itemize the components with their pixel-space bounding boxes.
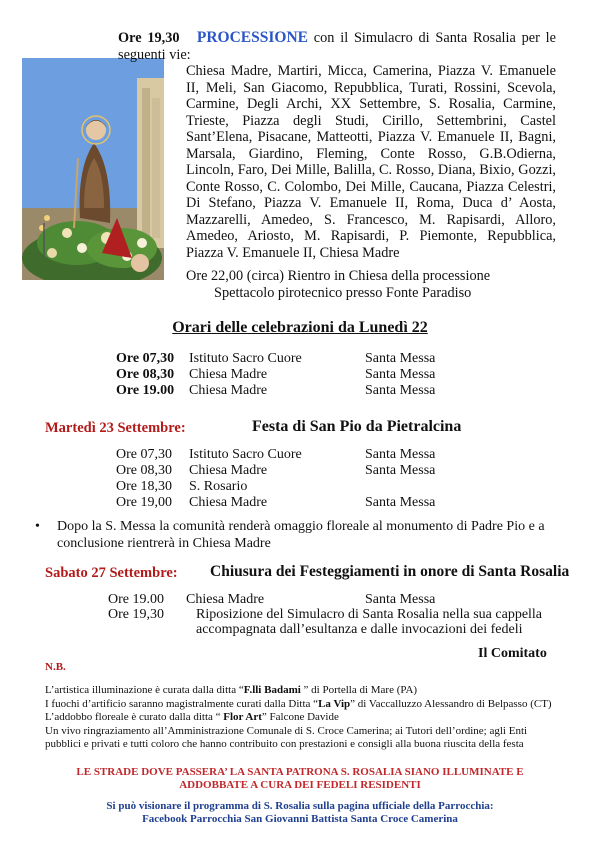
padre-pio-note-text: Dopo la S. Messa la comunità renderà omaggio floreale al monumento di Padre Pio e a conclusione rientrerà in Chiesa Madre (57, 519, 545, 551)
row-place: Istituto Sacro Cuore (189, 351, 302, 366)
facebook-line: Facebook Parrocchia San Giovanni Battista Santa Croce Camerina (142, 813, 458, 825)
street-banner (0, 766, 600, 792)
row-time: Ore 19.00 (108, 592, 164, 607)
row-event: Santa Messa (365, 592, 436, 607)
tuesday-feast: Festa di San Pio da Pietralcina (252, 418, 462, 435)
tuesday-heading (45, 419, 186, 437)
row-place: Chiesa Madre (189, 383, 268, 398)
row-time: Ore 07,30 (116, 447, 172, 462)
procession-intro: con il Simulacro di Santa Rosalia per le seguenti vie: (118, 30, 556, 63)
saturday-title: Chiusura dei Festeggiamenti in onore di Santa Rosalia (210, 563, 570, 580)
procession-paragraph (118, 30, 556, 261)
monday-heading: Orari delle celebrazioni da Lunedì 22 (172, 319, 428, 336)
row-place: Istituto Sacro Cuore (189, 447, 302, 462)
row-place: Chiesa Madre (189, 495, 268, 510)
row-event: Santa Messa (365, 463, 436, 478)
row-event: Santa Messa (365, 383, 436, 398)
row-time: Ore 19,00 (116, 495, 172, 510)
row-event: Santa Messa (365, 447, 436, 462)
row-event: Santa Messa (365, 351, 436, 366)
row-time: Ore 08,30 (116, 463, 172, 478)
tuesday-day: Martedì 23 Settembre: (45, 420, 186, 436)
row-description: Riposizione del Simulacro di Santa Rosalia nella sua cappella (196, 607, 543, 622)
saturday-heading (45, 564, 178, 582)
row-time: Ore 08,30 (116, 367, 175, 382)
row-time: Ore 19,30 (108, 607, 164, 622)
row-event: Santa Messa (365, 495, 436, 510)
committee-signature: Il Comitato (478, 646, 547, 661)
row-time: Ore 18,30 (116, 479, 172, 494)
row-event: Santa Messa (365, 367, 436, 382)
flower-credit: L’addobbo floreale è curato dalla ditta “ Flor Art” Falcone Davide (45, 711, 339, 723)
banner-line: ADDOBBATE A CURA DEI FEDELI RESIDENTI (179, 779, 421, 791)
procession-return (186, 268, 490, 302)
procession-route: Chiesa Madre, Martiri, Micca, Camerina, Piazza V. Emanuele II, Meli, San Giacomo, Repubblica, Turati, Rossini, Scevola, Carmine, Degli Archi, XX Settembre, S. Rosalia, Carmine, Trieste, Piazza degli Studi, Cirillo, Settembrini, Castel Sant’Elena, Pisacane, Matteotti, Piazza V. Emanuele II, Bagni, Marsala, Giardino, Fleming, Conte Rosso, G.B.Odierna, Lincoln, Faro, Dei Mille, Balilla, C. Rosso, Diana, Bixio, Gozzi, Conte Rosso, C. Colombo, Dei Mille, Caucana, Piazza Celestri, Di Stefano, Piazza V. Emanuele II, Roma, Duca d’ Aosta, Mazzarelli, Amedeo, S. Francesco, M. Rapisardi, Alloro, Amedeo, Ariosto, M. Rapisardi, P. Piemonte, Repubblica, Piazza V. Emanuele II, Chiesa Madre (186, 63, 556, 261)
procession-title: PROCESSIONE (196, 29, 308, 46)
row-place: Chiesa Madre (189, 367, 268, 382)
return-line: Ore 22,00 (circa) Rientro in Chiesa della processione (186, 268, 491, 284)
credits (45, 684, 565, 752)
row-time: Ore 07,30 (116, 351, 175, 366)
lighting-credit: L’artistica illuminazione è curata dalla ditta “F.lli Badami ” di Portella di Mare (PA) (45, 684, 418, 696)
row-place: Chiesa Madre (189, 463, 268, 478)
nb-label: N.B. (45, 661, 66, 673)
procession-time: Ore 19,30 (118, 30, 180, 46)
saturday-day: Sabato 27 Settembre: (45, 565, 178, 581)
row-time: Ore 19.00 (116, 383, 175, 398)
padre-pio-note (35, 519, 565, 552)
row-description: accompagnata dall’esultanza e dalle invocazioni dei fedeli (196, 622, 523, 637)
row-place: Chiesa Madre (186, 592, 265, 607)
facebook-line: Si può visionare il programma di S. Rosalia sulla pagina ufficiale della Parrocchia: (106, 800, 494, 812)
fireworks-credit: I fuochi d’artificio saranno magistralmente curati dalla Ditta “La Vip” di Vaccalluzzo Alessandro di Belpasso (CT) (45, 697, 552, 710)
row-place: S. Rosario (189, 479, 248, 494)
facebook-notice (0, 800, 600, 826)
bullet-icon: • (35, 519, 40, 534)
fireworks-line: Spettacolo pirotecnico presso Fonte Paradiso (214, 285, 472, 301)
banner-line: LE STRADE DOVE PASSERA’ LA SANTA PATRONA S. ROSALIA SIANO ILLUMINATE E (76, 766, 524, 778)
thanks-note: Un vivo ringraziamento all’Amministrazione Comunale di S. Croce Camerina; ai Tutori dell’ordine; agli Enti pubblici e privati e tutti coloro che hanno contribuito con prestazioni e consigli alla buona riuscita della festa (45, 724, 528, 750)
